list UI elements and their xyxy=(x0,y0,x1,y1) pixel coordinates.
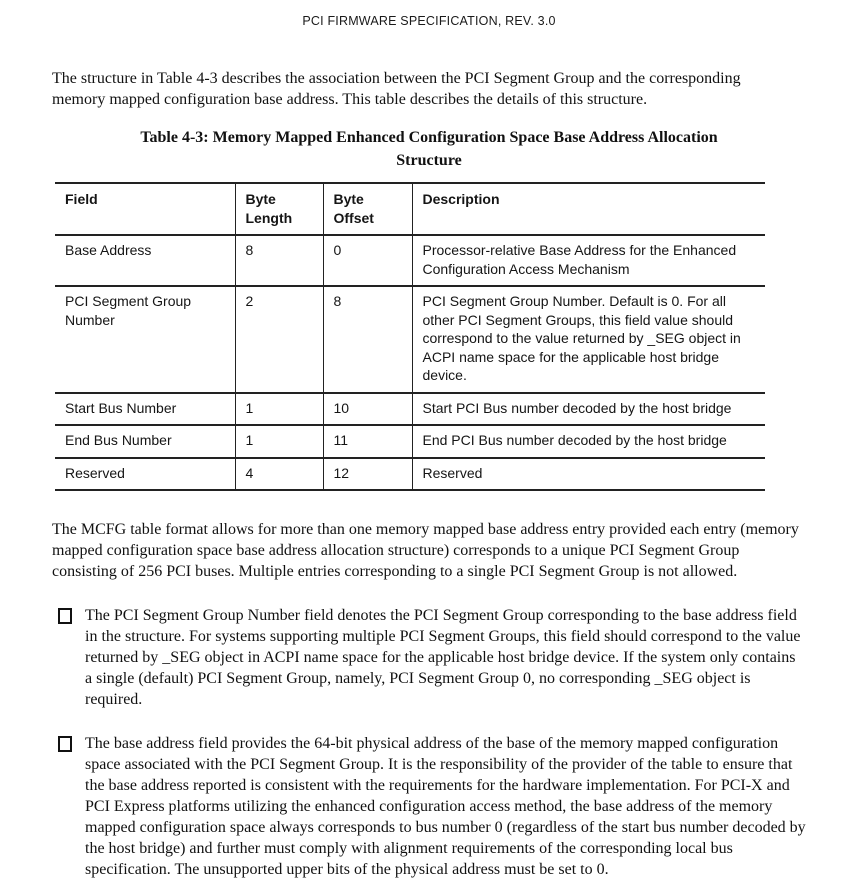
column-header-byte-length: Byte Length xyxy=(235,183,323,235)
mcfg-structure-table xyxy=(55,182,765,491)
square-bullet-icon xyxy=(58,608,72,624)
cell-description: PCI Segment Group Number. Default is 0. For all other PCI Segment Groups, this field value should correspond to the value returned by _SEG object in ACPI name space for the applicable host bridge device. xyxy=(412,286,765,393)
table-row xyxy=(55,425,765,458)
cell-field: Reserved xyxy=(65,464,125,481)
cell-description: Reserved xyxy=(412,458,765,491)
cell-field: Start Bus Number xyxy=(65,399,177,416)
page-header: PCI FIRMWARE SPECIFICATION, REV. 3.0 xyxy=(302,14,556,28)
cell-field: PCI Segment Group Number xyxy=(65,293,192,328)
column-header-byte-offset: Byte Offset xyxy=(323,183,412,235)
cell-byte-offset: 12 xyxy=(323,458,412,491)
cell-byte-length: 4 xyxy=(235,458,323,491)
cell-byte-offset: 10 xyxy=(323,393,412,426)
intro-paragraph: The structure in Table 4-3 describes the association between the PCI Segment Group and the corresponding memory mapped configuration base address. This table describes the details of this structure. xyxy=(52,70,741,108)
column-header-description: Description xyxy=(412,183,765,235)
table-row xyxy=(55,235,765,286)
cell-field: Base Address xyxy=(65,242,152,258)
cell-byte-offset: 11 xyxy=(323,425,412,458)
cell-byte-offset: 0 xyxy=(323,235,412,286)
cell-byte-length: 8 xyxy=(235,235,323,286)
bullet-item xyxy=(52,605,806,710)
table-row xyxy=(55,458,765,491)
cell-description: Processor-relative Base Address for the Enhanced Configuration Access Mechanism xyxy=(412,235,765,286)
table-row xyxy=(55,286,765,393)
cell-byte-offset: 8 xyxy=(323,286,412,393)
cell-byte-length: 1 xyxy=(235,393,323,426)
table-header-row xyxy=(55,183,765,235)
cell-field: End Bus Number xyxy=(65,432,172,448)
bullet-text: The base address field provides the 64-bit physical address of the base of the memory mapped configuration space associated with the PCI Segment Group. It is the responsibility of the provider of the table to ensure that the base address reported is consistent with the requirements for the hardware implementation. For PCI-X and PCI Express platforms utilizing the enhanced configuration access method, the base address of the memory mapped configuration space always corresponds to bus number 0 (regardless of the start bus number decoded by the host bridge) and further must comply with alignment requirements of the corresponding local bus specification. The unsupported upper bits of the physical address must be set to 0. xyxy=(85,735,806,878)
table-row xyxy=(55,393,765,426)
bullet-text: The PCI Segment Group Number field denotes the PCI Segment Group corresponding to the base address field in the structure. For systems supporting multiple PCI Segment Groups, this field should correspond to the value returned by _SEG object in ACPI name space for the applicable host bridge device. If the system only contains a single (default) PCI Segment Group, namely, PCI Segment Group 0, no corresponding _SEG object is required. xyxy=(85,607,801,708)
column-header-field: Field xyxy=(65,191,98,207)
cell-description: Start PCI Bus number decoded by the host bridge xyxy=(412,393,765,426)
cell-description: End PCI Bus number decoded by the host bridge xyxy=(412,425,765,458)
table-caption: Table 4-3: Memory Mapped Enhanced Configuration Space Base Address Allocation Structure xyxy=(140,129,718,169)
cell-byte-length: 1 xyxy=(235,425,323,458)
square-bullet-icon xyxy=(58,736,72,752)
cell-byte-length: 2 xyxy=(235,286,323,393)
mcfg-paragraph: The MCFG table format allows for more than one memory mapped base address entry provided each entry (memory mapped configuration space base address allocation structure) corresponds to a unique PCI Segment Group consisting of 256 PCI buses. Multiple entries corresponding to a single PCI Segment Group is not allowed. xyxy=(52,521,799,580)
bullet-item xyxy=(52,733,806,880)
